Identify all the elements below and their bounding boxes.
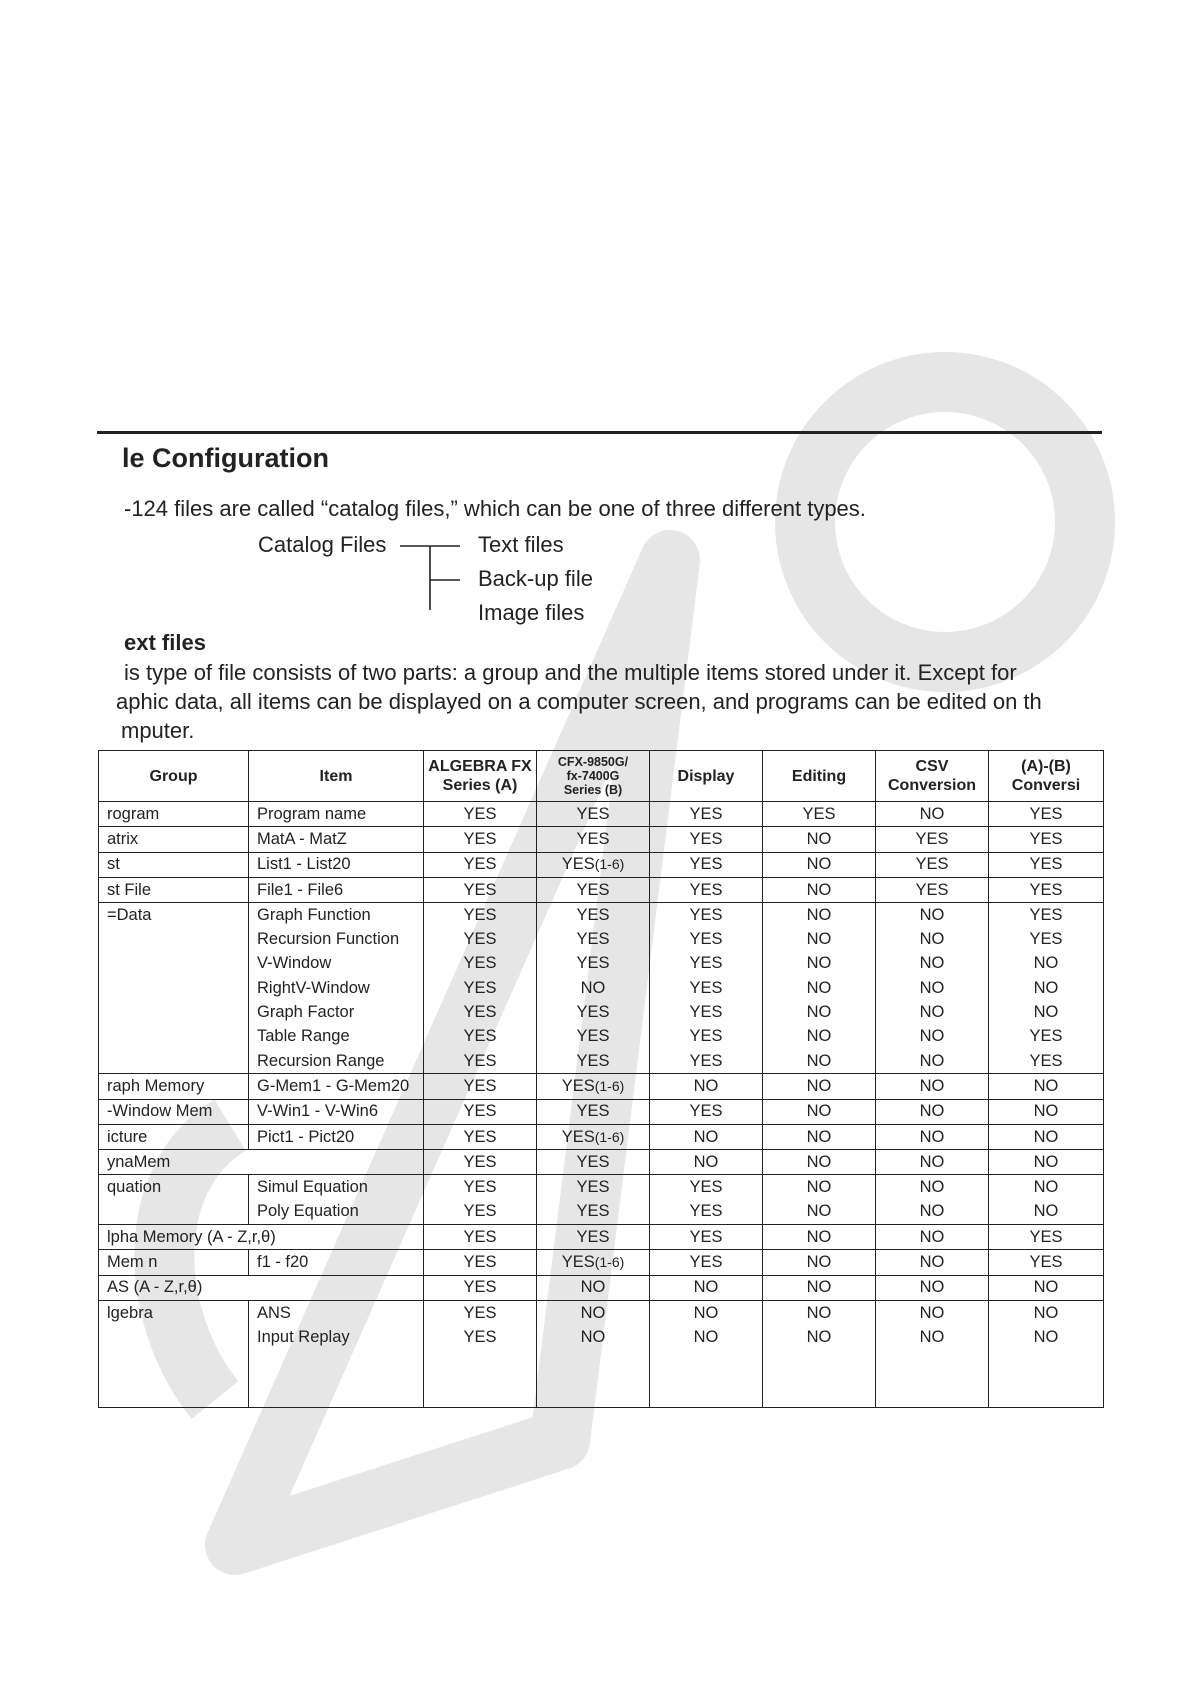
ab-conversion-cell: YES: [989, 852, 1104, 877]
algebra-fx-cell: YES: [424, 1074, 537, 1099]
csv-conversion-cell: NO: [876, 1175, 989, 1200]
ab-conversion-cell: NO: [989, 1200, 1104, 1225]
cfx-cell: YES: [537, 1000, 650, 1024]
algebra-fx-cell: YES: [424, 903, 537, 928]
column-header: Editing: [763, 751, 876, 802]
editing-cell: NO: [763, 1099, 876, 1124]
table-row: [99, 1000, 1104, 1024]
display-cell: YES: [650, 903, 763, 928]
editing-cell: NO: [763, 1175, 876, 1200]
csv-conversion-cell: NO: [876, 1300, 989, 1325]
group-cell: [99, 1200, 249, 1225]
table-row: [99, 1200, 1104, 1225]
algebra-fx-cell: YES: [424, 852, 537, 877]
paragraph-line: mputer.: [121, 718, 195, 743]
catalog-type-backup: Back-up file: [478, 566, 593, 591]
item-cell: Recursion Function: [249, 927, 424, 951]
ab-conversion-cell: NO: [989, 1074, 1104, 1099]
algebra-fx-cell: YES: [424, 1000, 537, 1024]
editing-cell: NO: [763, 1250, 876, 1275]
ab-conversion-cell: [989, 1350, 1104, 1408]
cfx-cell: YES: [537, 827, 650, 852]
csv-conversion-cell: NO: [876, 802, 989, 827]
display-cell: YES: [650, 976, 763, 1000]
item-cell: Table Range: [249, 1025, 424, 1049]
column-header: CSV Conversion: [876, 751, 989, 802]
group-cell: quation: [99, 1175, 249, 1200]
algebra-fx-cell: YES: [424, 1099, 537, 1124]
display-cell: YES: [650, 952, 763, 976]
ab-conversion-cell: YES: [989, 1025, 1104, 1049]
display-cell: YES: [650, 1099, 763, 1124]
cfx-cell: YES(1-6): [537, 1074, 650, 1099]
ab-conversion-cell: NO: [989, 1099, 1104, 1124]
table-row: [99, 1175, 1104, 1200]
csv-conversion-cell: NO: [876, 1000, 989, 1024]
ab-conversion-cell: YES: [989, 1250, 1104, 1275]
cfx-cell: YES(1-6): [537, 1250, 650, 1275]
display-cell: YES: [650, 1225, 763, 1250]
csv-conversion-cell: NO: [876, 1275, 989, 1300]
cfx-cell: YES: [537, 927, 650, 951]
table-row: [99, 1325, 1104, 1349]
item-cell: V-Window: [249, 952, 424, 976]
display-cell: YES: [650, 852, 763, 877]
display-cell: YES: [650, 927, 763, 951]
group-cell: icture: [99, 1124, 249, 1149]
group-cell: raph Memory: [99, 1074, 249, 1099]
item-cell: Program name: [249, 802, 424, 827]
cfx-cell: YES: [537, 1200, 650, 1225]
algebra-fx-cell: YES: [424, 1200, 537, 1225]
group-cell: st File: [99, 877, 249, 902]
editing-cell: NO: [763, 952, 876, 976]
group-cell: ynaMem: [99, 1150, 424, 1175]
csv-conversion-cell: NO: [876, 1074, 989, 1099]
cfx-cell: YES(1-6): [537, 1124, 650, 1149]
display-cell: YES: [650, 1250, 763, 1275]
text-files-heading: ext files: [124, 630, 206, 655]
ab-conversion-cell: NO: [989, 1175, 1104, 1200]
group-cell: =Data: [99, 903, 249, 928]
file-types-table: [98, 750, 1104, 1408]
group-cell: [99, 976, 249, 1000]
cfx-cell: [537, 1350, 650, 1408]
group-cell: [99, 952, 249, 976]
csv-conversion-cell: NO: [876, 1099, 989, 1124]
algebra-fx-cell: YES: [424, 1275, 537, 1300]
table-row: [99, 1099, 1104, 1124]
table-row: [99, 1300, 1104, 1325]
ab-conversion-cell: NO: [989, 1150, 1104, 1175]
ab-conversion-cell: NO: [989, 1000, 1104, 1024]
list-limit-suffix: (1-6): [594, 856, 625, 873]
display-cell: NO: [650, 1325, 763, 1349]
column-header: Item: [249, 751, 424, 802]
table-row: [99, 927, 1104, 951]
group-cell: [99, 927, 249, 951]
item-cell: V-Win1 - V-Win6: [249, 1099, 424, 1124]
cfx-cell: YES: [537, 1150, 650, 1175]
item-cell: f1 - f20: [249, 1250, 424, 1275]
editing-cell: NO: [763, 976, 876, 1000]
group-cell: atrix: [99, 827, 249, 852]
table-row: [99, 1275, 1104, 1300]
editing-cell: NO: [763, 1225, 876, 1250]
group-cell: lpha Memory (A - Z,r,θ): [99, 1225, 424, 1250]
cfx-cell: YES: [537, 1099, 650, 1124]
cfx-cell: NO: [537, 1275, 650, 1300]
cfx-cell: YES: [537, 1025, 650, 1049]
csv-conversion-cell: NO: [876, 1225, 989, 1250]
editing-cell: NO: [763, 852, 876, 877]
item-cell: File1 - File6: [249, 877, 424, 902]
algebra-fx-cell: YES: [424, 1150, 537, 1175]
display-cell: YES: [650, 802, 763, 827]
table-row: [99, 952, 1104, 976]
csv-conversion-cell: NO: [876, 952, 989, 976]
ab-conversion-cell: NO: [989, 1275, 1104, 1300]
display-cell: NO: [650, 1275, 763, 1300]
csv-conversion-cell: NO: [876, 903, 989, 928]
csv-conversion-cell: NO: [876, 976, 989, 1000]
ab-conversion-cell: NO: [989, 1300, 1104, 1325]
ab-conversion-cell: YES: [989, 827, 1104, 852]
text-files-paragraph: [116, 658, 1116, 745]
table-row: [99, 1124, 1104, 1149]
algebra-fx-cell: YES: [424, 1049, 537, 1074]
table-row: [99, 903, 1104, 928]
algebra-fx-cell: YES: [424, 952, 537, 976]
cfx-cell: YES: [537, 952, 650, 976]
ab-conversion-cell: NO: [989, 1124, 1104, 1149]
editing-cell: NO: [763, 1200, 876, 1225]
csv-conversion-cell: NO: [876, 1025, 989, 1049]
ab-conversion-cell: NO: [989, 1325, 1104, 1349]
table-row: [99, 802, 1104, 827]
cfx-cell: YES: [537, 877, 650, 902]
editing-cell: NO: [763, 877, 876, 902]
csv-conversion-cell: NO: [876, 1250, 989, 1275]
item-cell: Graph Function: [249, 903, 424, 928]
algebra-fx-cell: YES: [424, 1124, 537, 1149]
csv-conversion-cell: NO: [876, 1325, 989, 1349]
cfx-cell: NO: [537, 1300, 650, 1325]
item-cell: [249, 1350, 424, 1408]
paragraph-line: aphic data, all items can be displayed on a computer screen, and programs can be edited on th: [116, 689, 1042, 714]
column-header: Display: [650, 751, 763, 802]
section-rule: [97, 431, 1102, 434]
catalog-type-image: Image files: [478, 600, 585, 625]
group-cell: lgebra: [99, 1300, 249, 1325]
csv-conversion-cell: NO: [876, 1049, 989, 1074]
display-cell: NO: [650, 1300, 763, 1325]
display-cell: YES: [650, 1025, 763, 1049]
table-row: [99, 1250, 1104, 1275]
item-cell: G-Mem1 - G-Mem20: [249, 1074, 424, 1099]
catalog-files-label: Catalog Files: [258, 532, 387, 557]
csv-conversion-cell: YES: [876, 827, 989, 852]
table-row: [99, 877, 1104, 902]
ab-conversion-cell: NO: [989, 976, 1104, 1000]
algebra-fx-cell: [424, 1350, 537, 1408]
display-cell: NO: [650, 1074, 763, 1099]
table-row: [99, 1049, 1104, 1074]
item-cell: List1 - List20: [249, 852, 424, 877]
editing-cell: NO: [763, 1000, 876, 1024]
algebra-fx-cell: YES: [424, 1250, 537, 1275]
column-header: ALGEBRA FX Series (A): [424, 751, 537, 802]
group-cell: [99, 1049, 249, 1074]
display-cell: [650, 1350, 763, 1408]
item-cell: Pict1 - Pict20: [249, 1124, 424, 1149]
group-cell: [99, 1025, 249, 1049]
algebra-fx-cell: YES: [424, 1175, 537, 1200]
editing-cell: NO: [763, 927, 876, 951]
editing-cell: NO: [763, 1049, 876, 1074]
column-header: (A)-(B) Conversi: [989, 751, 1104, 802]
group-cell: [99, 1325, 249, 1349]
editing-cell: YES: [763, 802, 876, 827]
cfx-cell: YES: [537, 1049, 650, 1074]
ab-conversion-cell: YES: [989, 1049, 1104, 1074]
table-row: [99, 1074, 1104, 1099]
csv-conversion-cell: [876, 1350, 989, 1408]
cfx-cell: NO: [537, 1325, 650, 1349]
cfx-cell: NO: [537, 976, 650, 1000]
editing-cell: NO: [763, 1300, 876, 1325]
csv-conversion-cell: YES: [876, 877, 989, 902]
ab-conversion-cell: YES: [989, 903, 1104, 928]
csv-conversion-cell: NO: [876, 1124, 989, 1149]
csv-conversion-cell: NO: [876, 1200, 989, 1225]
table-row: [99, 827, 1104, 852]
ab-conversion-cell: YES: [989, 927, 1104, 951]
display-cell: YES: [650, 1175, 763, 1200]
list-limit-suffix: (1-6): [594, 1128, 625, 1145]
csv-conversion-cell: YES: [876, 852, 989, 877]
cfx-cell: YES(1-6): [537, 852, 650, 877]
group-cell: [99, 1350, 249, 1408]
group-cell: Mem n: [99, 1250, 249, 1275]
list-limit-suffix: (1-6): [594, 1253, 625, 1270]
item-cell: ANS: [249, 1300, 424, 1325]
ab-conversion-cell: NO: [989, 952, 1104, 976]
table-row: [99, 976, 1104, 1000]
display-cell: YES: [650, 827, 763, 852]
item-cell: Recursion Range: [249, 1049, 424, 1074]
group-cell: AS (A - Z,r,θ): [99, 1275, 424, 1300]
cfx-cell: YES: [537, 802, 650, 827]
column-header: Group: [99, 751, 249, 802]
editing-cell: NO: [763, 1150, 876, 1175]
csv-conversion-cell: NO: [876, 927, 989, 951]
csv-conversion-cell: NO: [876, 1150, 989, 1175]
section-intro: -124 files are called “catalog files,” which can be one of three different types.: [124, 496, 866, 521]
editing-cell: NO: [763, 827, 876, 852]
algebra-fx-cell: YES: [424, 1300, 537, 1325]
list-limit-suffix: (1-6): [594, 1077, 625, 1094]
display-cell: YES: [650, 1200, 763, 1225]
item-cell: MatA - MatZ: [249, 827, 424, 852]
item-cell: Poly Equation: [249, 1200, 424, 1225]
cfx-cell: YES: [537, 1175, 650, 1200]
table-row: [99, 1350, 1104, 1408]
item-cell: RightV-Window: [249, 976, 424, 1000]
algebra-fx-cell: YES: [424, 802, 537, 827]
editing-cell: NO: [763, 1025, 876, 1049]
display-cell: NO: [650, 1124, 763, 1149]
section-title: le Configuration: [122, 443, 329, 473]
algebra-fx-cell: YES: [424, 1025, 537, 1049]
table-row: [99, 1025, 1104, 1049]
editing-cell: NO: [763, 1074, 876, 1099]
group-cell: st: [99, 852, 249, 877]
column-header: CFX-9850G/ fx-7400G Series (B): [537, 751, 650, 802]
editing-cell: NO: [763, 903, 876, 928]
item-cell: Graph Factor: [249, 1000, 424, 1024]
item-cell: Input Replay: [249, 1325, 424, 1349]
algebra-fx-cell: YES: [424, 927, 537, 951]
algebra-fx-cell: YES: [424, 1225, 537, 1250]
display-cell: YES: [650, 1049, 763, 1074]
editing-cell: [763, 1350, 876, 1408]
table-row: [99, 852, 1104, 877]
display-cell: YES: [650, 877, 763, 902]
algebra-fx-cell: YES: [424, 1325, 537, 1349]
display-cell: YES: [650, 1000, 763, 1024]
editing-cell: NO: [763, 1124, 876, 1149]
catalog-type-text: Text files: [478, 532, 564, 557]
table-row: [99, 1150, 1104, 1175]
display-cell: NO: [650, 1150, 763, 1175]
group-cell: rogram: [99, 802, 249, 827]
ab-conversion-cell: YES: [989, 802, 1104, 827]
table-row: [99, 1225, 1104, 1250]
group-cell: [99, 1000, 249, 1024]
ab-conversion-cell: YES: [989, 877, 1104, 902]
cfx-cell: YES: [537, 903, 650, 928]
ab-conversion-cell: YES: [989, 1225, 1104, 1250]
algebra-fx-cell: YES: [424, 877, 537, 902]
algebra-fx-cell: YES: [424, 827, 537, 852]
cfx-cell: YES: [537, 1225, 650, 1250]
editing-cell: NO: [763, 1275, 876, 1300]
editing-cell: NO: [763, 1325, 876, 1349]
item-cell: Simul Equation: [249, 1175, 424, 1200]
group-cell: -Window Mem: [99, 1099, 249, 1124]
catalog-tree-lines: [400, 530, 470, 610]
paragraph-line: is type of file consists of two parts: a group and the multiple items stored under it. Except for: [124, 660, 1017, 685]
algebra-fx-cell: YES: [424, 976, 537, 1000]
